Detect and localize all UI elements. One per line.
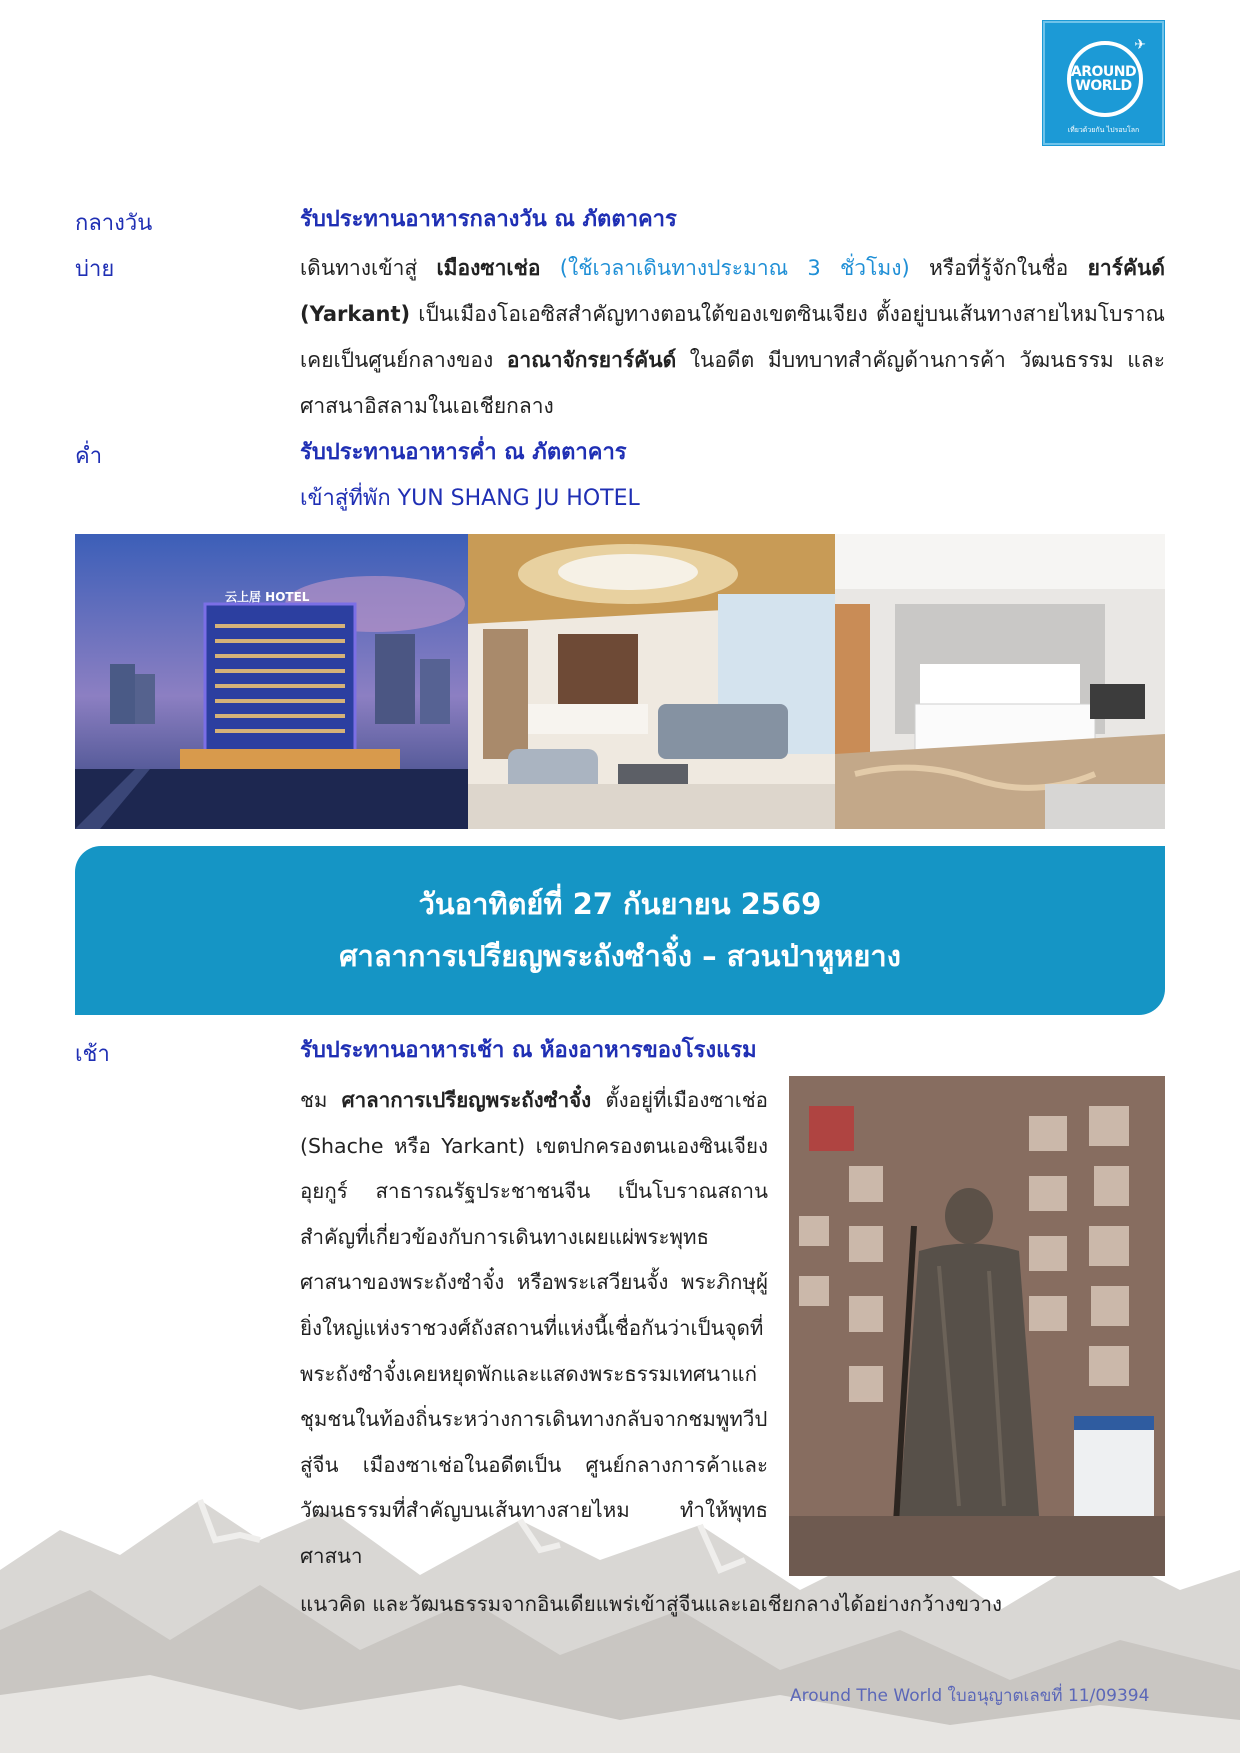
lunch-text: รับประทานอาหารกลางวัน ณ ภัตตาคาร xyxy=(300,207,677,232)
day-route: ศาลาการเปรียญพระถังซำจั๋ง – สวนป่าหูหยาง xyxy=(339,939,901,973)
company-logo xyxy=(1043,21,1164,145)
hotel-lobby-photo xyxy=(468,534,835,829)
time-label-dinner: ค่ำ xyxy=(75,444,103,469)
hotel-text: เข้าสู่ที่พัก YUN SHANG JU HOTEL xyxy=(300,486,640,511)
logo-wordmark: AROUND WORLD xyxy=(1070,64,1137,94)
hotel-photo-strip xyxy=(75,534,1165,829)
time-label-morning: เช้า xyxy=(75,1042,110,1067)
logo-tagline: เที่ยวด้วยกัน ไปรอบโลก xyxy=(1067,126,1140,134)
breakfast-text: รับประทานอาหารเช้า ณ ห้องอาหารของโรงแรม xyxy=(300,1038,757,1063)
hotel-room-photo xyxy=(835,534,1165,829)
temple-description-end: แนวคิด และวัฒนธรรมจากอินเดียแพร่เข้าสู่จีนและเอเชียกลางได้อย่างกว้างขวาง xyxy=(300,1592,1003,1616)
dinner-text: รับประทานอาหารค่ำ ณ ภัตตาคาร xyxy=(300,440,627,465)
day-date: วันอาทิตย์ที่ 27 กันยายน 2569 xyxy=(418,887,822,921)
airplane-icon: ✈ xyxy=(1134,37,1146,53)
time-label-afternoon: บ่าย xyxy=(75,257,115,282)
temple-description: ชม ศาลาการเปรียญพระถังซำจั๋ง ตั้งอยู่ที่เมืองซาเช่อ (Shache หรือ Yarkant) เขตปกครองตนเองซินเจียงอุยกูร์ สาธารณรัฐประชาชนจีน เป็นโบราณสถานสำคัญที่เกี่ยวข้องกับการเดินทางเผยแผ่พระพุทธศาสนาของพระถังซำจั๋ง หรือพระเสวียนจั้ง พระภิกษุผู้ยิ่งใหญ่แห่งราชวงศ์ถังสถานที่แห่งนี้เชื่อกันว่าเป็นจุดที่พระถังซำจั๋งเคยหยุดพักและแสดงพระธรรมเทศนาแก่ชุมชนในท้องถิ่นระหว่างการเดินทางกลับจากชมพูทวีปสู่จีน เมืองซาเช่อในอดีตเป็น ศูนย์กลางการค้าและวัฒนธรรมที่สำคัญบนเส้นทางสายไหม ทำให้พุทธศาสนา xyxy=(300,1088,768,1568)
time-label-lunch: กลางวัน xyxy=(75,211,153,236)
footer-license: Around The World ใบอนุญาตเลขที่ 11/09394 xyxy=(790,1686,1150,1706)
hotel-exterior-photo xyxy=(75,534,468,829)
day-banner xyxy=(75,846,1165,1015)
afternoon-description: เดินทางเข้าสู่ เมืองซาเช่อ (ใช้เวลาเดินทางประมาณ 3 ชั่วโมง) หรือที่รู้จักในชื่อ ยาร์คันด์ (Yarkant) เป็นเมืองโอเอซิสสำคัญทางตอนใต้ของเขตซินเจียง ตั้งอยู่บนเส้นทางสายไหมโบราณ เคยเป็นศูนย์กลางของ อาณาจักรยาร์คันด์ ในอดีต มีบทบาทสำคัญด้านการค้า วัฒนธรรม และศาสนาอิสลามในเอเชียกลาง xyxy=(300,256,1165,418)
hotel-sign: 云上居 HOTEL xyxy=(225,590,310,604)
xuanzang-statue-photo xyxy=(789,1076,1165,1576)
